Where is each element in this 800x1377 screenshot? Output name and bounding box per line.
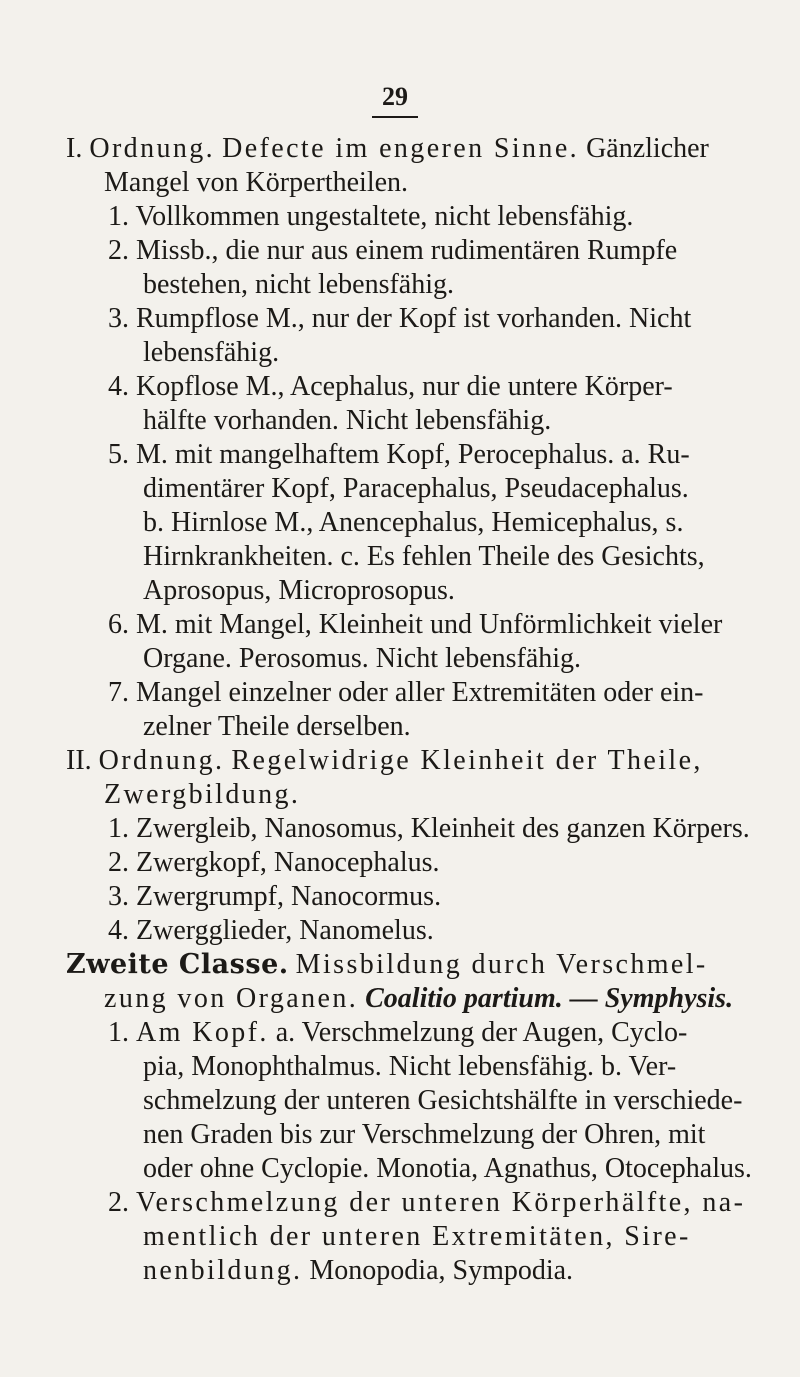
subheading: mentlich der unteren Extremitäten, Sire- <box>143 1221 691 1252</box>
text-span: schmelzung der unteren Gesichtshälfte in verschiede- <box>143 1085 743 1116</box>
text-span: hälfte vorhanden. Nicht lebensfähig. <box>143 405 552 436</box>
subheading: Am Kopf. <box>136 1017 269 1048</box>
text-line <box>143 1118 705 1152</box>
text-line <box>143 472 689 506</box>
text-span <box>289 949 296 980</box>
text-line <box>108 914 434 948</box>
text-line <box>143 540 705 574</box>
text-span: Aprosopus, Microprosopus. <box>143 575 455 606</box>
text-line <box>143 1050 676 1084</box>
text-span: Monopodia, Sympodia. <box>302 1255 574 1286</box>
text-span: 3. Zwergrumpf, Nanocormus. <box>108 881 442 912</box>
order-title: Defecte im engeren Sinne. <box>222 133 580 164</box>
text-span: b. Hirnlose M., Anencephalus, Hemicephalus, s. <box>143 507 684 538</box>
text-line <box>108 676 704 710</box>
latin-term: Coalitio partium. — Symphysis. <box>365 983 734 1014</box>
text-line <box>143 268 454 302</box>
text-line <box>143 404 551 438</box>
page-number: 29 <box>382 82 408 111</box>
text-line <box>143 1254 573 1288</box>
text-line <box>108 234 677 268</box>
text-line <box>143 574 455 608</box>
text-line <box>66 948 708 982</box>
order-title: Zwergbildung. <box>104 779 301 810</box>
text-span: zelner Theile derselben. <box>143 711 411 742</box>
text-span: 1. Zwergleib, Nanosomus, Kleinheit des ganzen Körpers. <box>108 813 750 844</box>
order-label: Ordnung. <box>98 745 225 776</box>
text-span: Hirnkrankheiten. c. Es fehlen Theile des Gesichts, <box>143 541 705 572</box>
order-label: Ordnung. <box>89 133 216 164</box>
text-span: 2. <box>108 1187 136 1218</box>
text-line <box>143 506 683 540</box>
text-line <box>108 370 673 404</box>
text-line <box>108 438 690 472</box>
text-line <box>143 336 279 370</box>
class-title: Missbildung durch Verschmel- <box>295 949 708 980</box>
text-span: 4. Zwergglieder, Nanomelus. <box>108 915 434 946</box>
order-title: Regelwidrige Kleinheit der Theile, <box>231 745 703 776</box>
text-span: 1. Vollkommen ungestaltete, nicht lebensfähig. <box>108 201 634 232</box>
text-span: lebensfähig. <box>143 337 280 368</box>
order-numeral: I. <box>66 133 90 164</box>
text-line <box>143 1084 742 1118</box>
text-line <box>108 846 440 880</box>
text-span: 5. M. mit mangelhaftem Kopf, Perocephalus. a. Ru- <box>108 439 690 470</box>
text-line <box>66 132 709 166</box>
text-line <box>104 778 300 812</box>
text-line <box>108 200 633 234</box>
text-line <box>108 812 750 846</box>
class-title: zung von Organen. <box>104 983 359 1014</box>
text-span: a. Verschmelzung der Augen, Cyclo- <box>268 1017 688 1048</box>
text-span: 1. <box>108 1017 136 1048</box>
text-span: Mangel von Körpertheilen. <box>104 167 409 198</box>
text-span: 2. Missb., die nur aus einem rudimentären Rumpfe <box>108 235 678 266</box>
class-heading: Zweite Classe. <box>66 949 289 980</box>
text-line <box>143 710 411 744</box>
text-line <box>108 608 722 642</box>
subheading: Verschmelzung der unteren Körperhälfte, na- <box>136 1187 746 1218</box>
text-span: Organe. Perosomus. Nicht lebensfähig. <box>143 643 582 674</box>
text-line <box>108 1186 745 1220</box>
text-span: dimentärer Kopf, Paracephalus, Pseudacephalus. <box>143 473 689 504</box>
order-numeral: II. <box>66 745 99 776</box>
text-span: Gänzlicher <box>579 133 709 164</box>
text-span: 2. Zwergkopf, Nanocephalus. <box>108 847 440 878</box>
text-span: 7. Mangel einzelner oder aller Extremitäten oder ein- <box>108 677 704 708</box>
text-span: nen Graden bis zur Verschmelzung der Ohren, mit <box>143 1119 706 1150</box>
text-span: pia, Monophthalmus. Nicht lebensfähig. b. Ver- <box>143 1051 677 1082</box>
text-span: bestehen, nicht lebensfähig. <box>143 269 455 300</box>
text-line <box>66 744 703 778</box>
text-span: 4. Kopflose M., Acephalus, nur die untere Körper- <box>108 371 673 402</box>
text-line <box>104 166 408 200</box>
text-span: oder ohne Cyclopie. Monotia, Agnathus, Otocephalus. <box>143 1153 752 1184</box>
page-number-rule <box>372 116 418 118</box>
text-line <box>108 880 441 914</box>
text-line <box>108 302 691 336</box>
text-span: 6. M. mit Mangel, Kleinheit und Unförmlichkeit vieler <box>108 609 723 640</box>
text-line <box>108 1016 687 1050</box>
text-line <box>104 982 733 1016</box>
text-line <box>143 1152 752 1186</box>
text-line <box>143 1220 691 1254</box>
subheading: nenbildung. <box>143 1255 303 1286</box>
text-line <box>143 642 581 676</box>
text-span: 3. Rumpflose M., nur der Kopf ist vorhanden. Nicht <box>108 303 692 334</box>
